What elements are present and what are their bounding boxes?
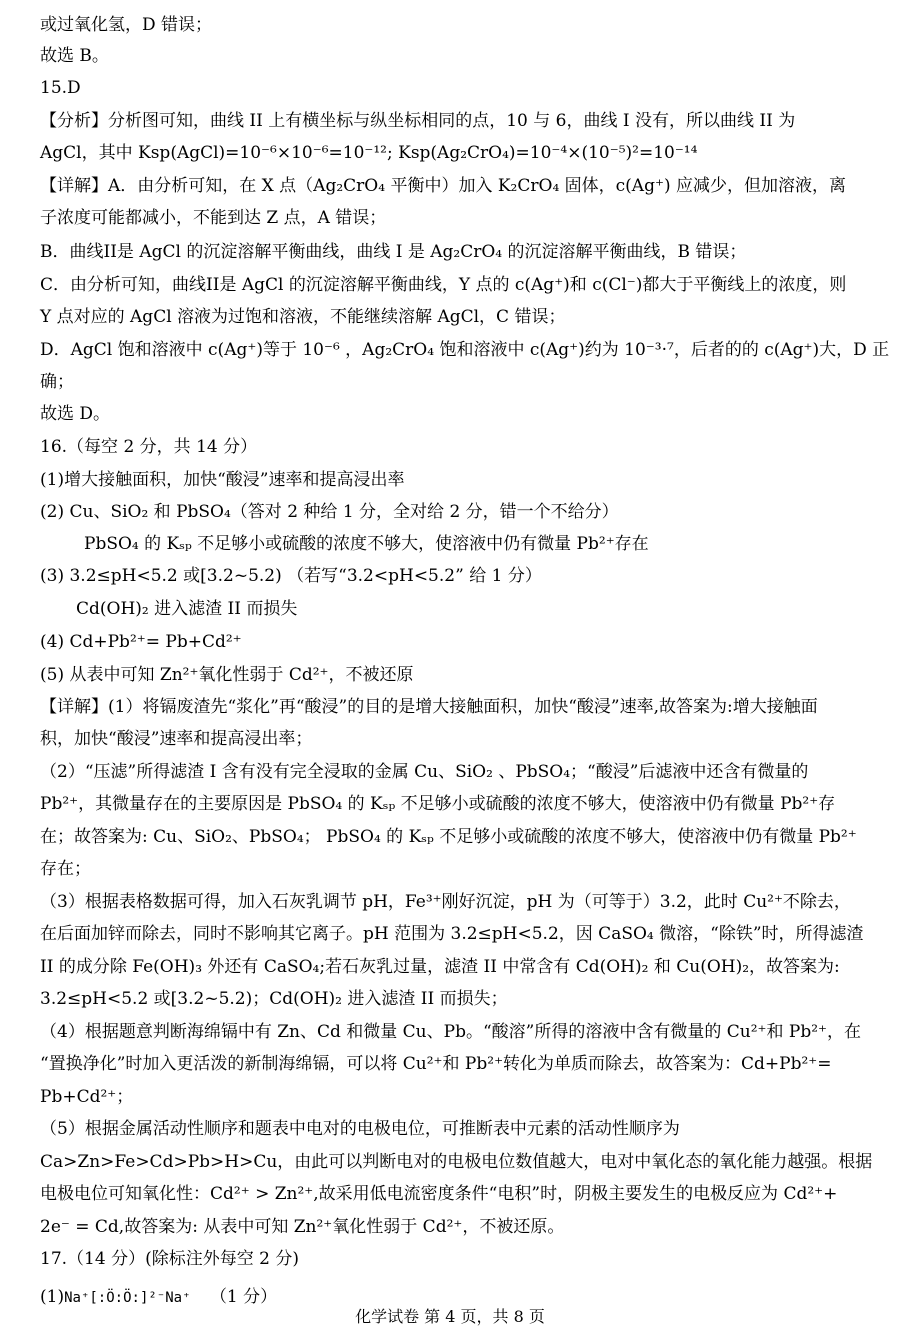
text-line: 17.（14 分）(除标注外每空 2 分) [40, 1249, 299, 1269]
text-line: 故选 B。 [40, 46, 109, 66]
text-line: PbSO₄ 的 Kₛₚ 不足够小或硫酸的浓度不够大，使溶液中仍有微量 Pb²⁺存在 [84, 534, 649, 554]
text-line: （4）根据题意判断海绵镉中有 Zn、Cd 和微量 Cu、Pb。“酸溶”所得的溶液中含有微量的 Cu²⁺和 Pb²⁺，在 [40, 1022, 861, 1042]
text-line: (2) Cu、SiO₂ 和 PbSO₄（答对 2 种给 1 分，全对给 2 分，错一个不给分） [40, 502, 619, 522]
text-line: 子浓度可能都减小，不能到达 Z 点，A 错误； [40, 208, 387, 228]
text-line: Ca>Zn>Fe>Cd>Pb>H>Cu，由此可以判断电对的电极电位数值越大，电对中氧化态的氧化能力越强。根据 [40, 1152, 873, 1172]
text-line: 2e⁻ = Cd,故答案为: 从表中可知 Zn²⁺氧化性弱于 Cd²⁺，不被还原。 [40, 1217, 565, 1237]
text-line: 【详解】(1）将镉废渣先“浆化”再“酸浸”的目的是增大接触面积，加快“酸浸”速率,故答案为:增大接触面 [40, 697, 818, 717]
text-line: Pb+Cd²⁺； [40, 1087, 134, 1107]
text-line: B．曲线II是 AgCl 的沉淀溶解平衡曲线，曲线 I 是 Ag₂CrO₄ 的沉淀溶解平衡曲线，B 错误； [40, 242, 747, 262]
text-line: (5) 从表中可知 Zn²⁺氧化性弱于 Cd²⁺，不被还原 [40, 665, 414, 685]
text-line: 16.（每空 2 分，共 14 分） [40, 437, 258, 457]
text-line: II 的成分除 Fe(OH)₃ 外还有 CaSO₄;若石灰乳过量，滤渣 II 中常含有 Cd(OH)₂ 和 Cu(OH)₂，故答案为: [40, 957, 840, 977]
text-line: (3) 3.2≤pH<5.2 或[3.2~5.2) （若写“3.2<pH<5.2” 给 1 分） [40, 566, 542, 586]
text-line: 存在； [40, 859, 91, 879]
part-label: (1) [40, 1287, 65, 1307]
text-line: 电极电位可知氧化性：Cd²⁺ > Zn²⁺,故采用低电流密度条件“电积”时，阴极主要发生的电极反应为 Cd²⁺+ [40, 1184, 838, 1204]
text-line: “置换净化”时加入更活泼的新制海绵镉，可以将 Cu²⁺和 Pb²⁺转化为单质而除去，故答案为：Cd+Pb²⁺= [40, 1054, 832, 1074]
text-line: 积，加快“酸浸”速率和提高浸出率； [40, 729, 313, 749]
text-line: D．AgCl 饱和溶液中 c(Ag⁺)等于 10⁻⁶ ，Ag₂CrO₄ 饱和溶液中 c(Ag⁺)约为 10⁻³·⁷，后者的的 c(Ag⁺)大，D 正 [40, 340, 890, 360]
text-line: AgCl，其中 Ksp(AgCl)=10⁻⁶×10⁻⁶=10⁻¹²; Ksp(Ag₂CrO₄)=10⁻⁴×(10⁻⁵)²=10⁻¹⁴ [40, 143, 698, 163]
text-line: (4) Cd+Pb²⁺= Pb+Cd²⁺ [40, 632, 242, 652]
text-line: （2）“压滤”所得滤渣 I 含有没有完全浸取的金属 Cu、SiO₂ 、PbSO₄；“酸浸”后滤液中还含有微量的 [40, 762, 809, 782]
score-note: （1 分） [209, 1287, 278, 1307]
text-line: 故选 D。 [40, 404, 111, 424]
text-line: （5）根据金属活动性顺序和题表中电对的电极电位，可推断表中元素的活动性顺序为 [40, 1119, 680, 1139]
text-line: 在；故答案为: Cu、SiO₂、PbSO₄； PbSO₄ 的 Kₛₚ 不足够小或硫酸的浓度不够大，使溶液中仍有微量 Pb²⁺ [40, 827, 857, 847]
text-line: Pb²⁺，其微量存在的主要原因是 PbSO₄ 的 Kₛₚ 不足够小或硫酸的浓度不够大，使溶液中仍有微量 Pb²⁺存 [40, 794, 836, 814]
page-footer: 化学试卷 第 4 页，共 8 页 [355, 1307, 545, 1326]
text-line: 3.2≤pH<5.2 或[3.2~5.2)；Cd(OH)₂ 进入滤渣 II 而损失； [40, 989, 508, 1009]
text-line: 15.D [40, 78, 81, 98]
text-line: (1)增大接触面积，加快“酸浸”速率和提高浸出率 [40, 470, 405, 490]
text-line: （3）根据表格数据可得，加入石灰乳调节 pH，Fe³⁺刚好沉淀，pH 为（可等于）3.2，此时 Cu²⁺不除去， [40, 892, 851, 912]
lewis-structure-formula: Na⁺[:Ö:Ö:]²⁻Na⁺ [64, 1290, 191, 1306]
text-line: Y 点对应的 AgCl 溶液为过饱和溶液，不能继续溶解 AgCl，C 错误； [40, 307, 566, 327]
text-line: Cd(OH)₂ 进入滤渣 II 而损失 [76, 599, 298, 619]
text-line: 在后面加锌而除去，同时不影响其它离子。pH 范围为 3.2≤pH<5.2，因 CaSO₄ 微溶，“除铁”时，所得滤渣 [40, 924, 864, 944]
text-line: C．由分析可知，曲线II是 AgCl 的沉淀溶解平衡曲线，Y 点的 c(Ag⁺)和 c(Cl⁻)都大于平衡线上的浓度，则 [40, 275, 847, 295]
text-line: 【分析】分析图可知，曲线 II 上有横坐标与纵坐标相同的点，10 与 6，曲线 I 没有，所以曲线 II 为 [40, 111, 796, 131]
question-17-part-1 [40, 1286, 277, 1308]
text-line: 【详解】A．由分析可知，在 X 点（Ag₂CrO₄ 平衡中）加入 K₂CrO₄ 固体，c(Ag⁺) 应减少，但加溶液，离 [40, 176, 846, 196]
text-line: 确； [40, 372, 74, 392]
text-line: 或过氧化氢，D 错误； [40, 15, 213, 35]
